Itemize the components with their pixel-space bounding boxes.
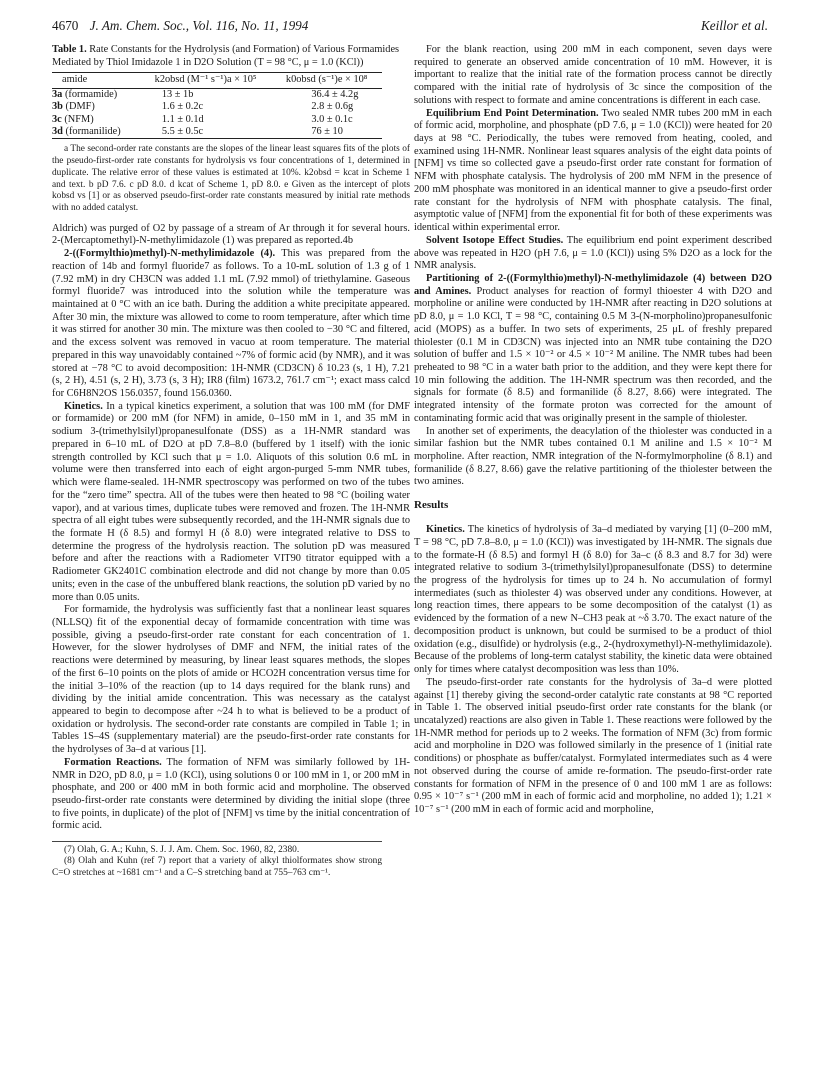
amide-name: (NFM) bbox=[64, 113, 94, 125]
paragraph-blank: For the blank reaction, using 200 mM in each component, seven days were required to generate an observed amide concentration of 10 mM. However, it is important to realize that the initial rate of the formation process cannot be directly compared with the initial rate of hydrolysis of 3c since the composition of the solutions with respect to formate and amine concentrations is different in each case. bbox=[414, 44, 772, 106]
running-head bbox=[52, 17, 768, 35]
left-column bbox=[52, 44, 410, 879]
paragraph-equilibrium-text: Two sealed NMR tubes 200 mM in each of formic acid, morpholine, and phosphate (pD 7.6, μ = 1.0 (KCl)) were heated for 20 days at 98 °C. Periodically, the tubes were removed from heating, cooled, and examined using 1H-NMR. Nonlinear least squares analysis of the eight data points of [NFM] vs time so collected gave a pseudo-first order rate constant for formation of NFM with phosphate catalysis. The hydrolysis of 200 mM NFM in the presence of 200 mM phosphate was monitored in an identical manner to give a pseudo-first order rate constant for the hydrolysis of NFM with phosphate catalysis. The final, asymptotic value of [NFM] from the exponential fit for both of these experiments was identical within experimental error. bbox=[414, 107, 772, 234]
paragraph-results-kinetics-text: The kinetics of hydrolysis of 3a–d mediated by varying [1] (0–200 mM, T = 98 °C, pD 7.8–8.0, μ = 1.0 (KCl)) was investigated by 1H-NMR. The signals due to the formate-H (δ 8.5) and formyl H (δ 8.0) for 3a–c (δ 8.3 and 8.7 for 3d) were integrated relative to sodium 3-(trimethylsilyl)propanesulfonate (DSS) to determine the progress of the hydrolysis for times up to 24 h. No accumulation of formyl intermediates (such as thiolester 4) was observed under any conditions. However, at long reaction times, there appears to be some decomposition of the catalyst (1) as evidenced by the formation of a new N–CH3 peak at ~δ 3.70. The exact nature of the decomposition product is unknown, but could be surmised to be a product of thiol oxidation (e.g., disulfide) or hydrolysis (e.g., 2-(hydroxymethyl)-N-methylimidazole). Because of the problems of long-term catalyst stability, the kinetic data were obtained only for times where catalyst decomposition was less than 10%. bbox=[414, 524, 772, 676]
amide-id: 3d bbox=[52, 126, 63, 138]
amide-id: 3c bbox=[52, 113, 62, 125]
reference-8: (8) Olah and Kuhn (ref 7) report that a variety of alkyl thiolformates show strong C=O stretches at ~1681 cm⁻¹ and a C–S stretching band at 755–763 cm⁻¹. bbox=[52, 856, 382, 878]
k0-value: 76 ± 10 bbox=[311, 126, 343, 138]
section-title-partitioning: Partitioning of 2-((Formylthio)methyl)-N-methylimidazole (4) between D2O and Amines. bbox=[414, 272, 772, 297]
paragraph-isotope bbox=[414, 235, 772, 273]
right-column bbox=[414, 44, 772, 817]
table-header-k0: k0obsd (s⁻¹)e × 10⁸ bbox=[285, 74, 368, 86]
k2-value: 13 ± 1b bbox=[161, 88, 194, 100]
paragraph-results-rates: The pseudo-first-order rate constants for the hydrolysis of 3a–d were plotted against [1] thereby giving the second-order catalytic rate constants at 98 °C reported in Table 1. The observed initial pseudo-first order rate constants for the blank (or uncatalyzed) reactions are also given in Table 1. These reactions were followed by the 1H-NMR method for periods up to 2 weeks. The formation of NFM (3c) from formic acid and morpholine in D2O was followed similarly in the presence of 1 (initial rate conditions) or phosphate as buffer/catalyst. Formylated intermediates such as 4 were not observed during the course of amide re-formation. The pseudo-first-order rate constants for formation of NFM in the presence of 0 and 100 mM 1 are as follows: 0.95 × 10⁻⁷ s⁻¹ (200 mM in each of formic acid and morpholine, no added 1); 1.21 × 10⁻⁷ s⁻¹ (200 mM in each of formic acid and morpholine, bbox=[414, 676, 772, 815]
table-row bbox=[52, 101, 382, 113]
paragraph-formamide: For formamide, the hydrolysis was sufficiently fast that a nonlinear least squares (NLLSQ) fit of the exponential decay of formamide concentration with time was possible, giving a pseudo-first-order rate constant for each concentration of 1. However, for the slower hydrolyses of DMF and NFM, the initial rates of the reactions were determined by measuring, by linear least squares methods, the slopes of the first 6–10 points on the plots of amide or HCO2H concentration versus time for the initial 3–10% of the reaction (up to 14 days required for the blank runs) and dividing by the initial amide concentration. This was necessary as the catalyst appeared to begin to decompose after ~24 h to what is believed to be a product of oxidation or hydrolysis. The second-order rate constants are compiled in Table 1; in Tables 1S–4S (supplementary material) are the pseudo-first-order rate constants for the hydrolyses of 3a–d at various [1]. bbox=[52, 604, 410, 756]
references bbox=[52, 841, 382, 879]
rate-constants-table bbox=[52, 72, 382, 139]
table-header-row bbox=[52, 73, 382, 88]
running-head-left bbox=[52, 17, 308, 35]
paragraph-partitioning-text: Product analyses for reaction of formyl thioester 4 with D2O and morpholine or aniline were conducted by 1H-NMR after reacting in D2O solutions at pD 8.0, μ = 1.0 KCl, T = 98 °C, containing 0.5 M 3-(N-morpholino)propanesulfonic acid (MOPS) as a buffer. In two sets of experiments, 25 μL of freshly prepared thiolester (0.1 M in CD3CN) was injected into an NMR tube containing the D2O solution of buffer and 1.5 × 10⁻² or 4.5 × 10⁻² M aniline. The NMR tubes had been preheated to 98 °C in a water bath prior to the addition, and they were kept there for 10 min following the addition. The 1H-NMR spectrum was then recorded, and the signals for formate (δ 8.5) and formanilide (δ 8.27, 8.66) were integrated. The integrated intensity of the formate proton was corrected for the amount of contaminating formic acid that was originally present in the sample of thiolester. bbox=[414, 285, 772, 424]
paragraph-equilibrium bbox=[414, 108, 772, 235]
paragraph-isotope-text: The equilibrium end point experiment described above was repeated in H2O (pH 7.6, μ = 1.0 (KCl)) using 5% D2O as a lock for the NMR analysis. bbox=[414, 234, 772, 272]
paragraph-deacylation: In another set of experiments, the deacylation of the thiolester was conducted in a similar fashion but the NMR tubes contained 0.1 M aniline and 1.5 × 10⁻² M morpholine. After reaction, NMR integration of the N-formylmorpholine (δ 8.1) and formanilide (δ 8.27, 8.66) gave the relative partitioning of the thiolester between the two amines. bbox=[414, 425, 772, 488]
paragraph-kinetics bbox=[52, 401, 410, 605]
k0-value: 2.8 ± 0.6g bbox=[311, 101, 354, 113]
reference-7: (7) Olah, G. A.; Kuhn, S. J. J. Am. Chem. Soc. 1960, 82, 2380. bbox=[64, 845, 300, 856]
table-caption-text: Rate Constants for the Hydrolysis (and Formation) of Various Formamides Mediated by Thiol Imidazole 1 in D2O Solution (T = 98 °C, μ = 1.0 (KCl)) bbox=[52, 44, 400, 68]
table-row bbox=[52, 126, 382, 139]
table-caption-label: Table 1. bbox=[52, 44, 87, 55]
amide-name: (DMF) bbox=[65, 101, 95, 113]
page-number: 4670 bbox=[52, 18, 79, 33]
table-header-k2: k2obsd (M⁻¹ s⁻¹)a × 10⁵ bbox=[154, 74, 257, 86]
amide-id: 3a bbox=[52, 88, 63, 100]
section-title-formation: Formation Reactions. bbox=[64, 756, 162, 768]
results-heading: Results bbox=[414, 499, 449, 512]
paragraph-synthesis-text: This was prepared from the reaction of 14b and formyl fluoride7 as follows. To a 10-mL solution of 1.3 g of 1 (7.92 mM) in dry CH3CN was added 1.1 mL (7.92 mmol) of triethylamine. Gaseous formyl fluoride7 was introduced into the solution while the temperature was maintained at 0 °C with an ice bath. During the addition a white precipitate appeared. After 30 min, the mixture was allowed to come to room temperature, after which time it was stirred for another 30 min. The mixture was then cooled to −30 °C and filtered, and the excess solvent was removed in vacuo at room temperature. The material prepared in this way unavoidably contained ~7% of formic acid (by NMR), and it was stored at −78 °C to avoid decomposition: 1H-NMR (CD3CN) δ 10.23 (s, 1 H), 7.21 (s, 2 H), 4.51 (s, 2 H), 3.73 (s, 3 H); IR8 (film) 1673.2, 761.7 cm⁻¹; exact mass calcd for C6H8N2OS 156.0357, found 156.0360. bbox=[52, 248, 411, 400]
k0-value: 3.0 ± 0.1c bbox=[311, 113, 353, 125]
paragraph-formation-text: The formation of NFM was similarly followed by 1H-NMR in D2O, pD 8.0, μ = 1.0 (KCl), using solutions 0 or 100 mM in 1, or 200 mM in phosphate, and 200 or 400 mM in both formic acid and morpholine. The observed pseudo-first-order rate constants were determined by dividing the initial slope (three to five points, in duplicate) of the plot of [NFM] vs time by the initial concentration of formic acid. bbox=[52, 756, 410, 832]
section-title-kinetics: Kinetics. bbox=[64, 400, 103, 412]
k2-value: 1.6 ± 0.2c bbox=[161, 101, 204, 113]
running-head-authors: Keillor et al. bbox=[700, 18, 768, 33]
amide-id: 3b bbox=[52, 101, 63, 113]
journal-citation: J. Am. Chem. Soc., Vol. 116, No. 11, 1994 bbox=[89, 18, 309, 33]
table-footnotes: a The second-order rate constants are the slopes of the linear least squares fits of the plots of the pseudo-first-order rate constants for hydrolysis vs four concentrations of 1, determined in duplicate. The relative error of these values is estimated at 10%. k2obsd = kcat in Scheme 1 and text. b pD 7.6. c pD 8.0. d kcat of Scheme 1, pD 8.0. e Given as the intercept of plots kobsd vs [1] or as observed pseudo-first-order rate constants measured by initial rate methods with no added catalyst. bbox=[52, 144, 410, 213]
paragraph-partitioning bbox=[414, 273, 772, 426]
paragraph-formation bbox=[52, 757, 410, 833]
amide-name: (formamide) bbox=[64, 88, 118, 100]
amide-name: (formanilide) bbox=[65, 126, 121, 138]
k2-value: 5.5 ± 0.5c bbox=[161, 126, 204, 138]
table-row bbox=[52, 88, 382, 101]
table-row bbox=[52, 114, 382, 126]
paragraph-synthesis bbox=[52, 248, 410, 401]
paragraph-kinetics-text: In a typical kinetics experiment, a solution that was 100 mM (for DMF or formamide) or 200 mM (for NFM) in amide, 0–150 mM in 1, and 35 mM in sodium 3-(trimethylsilyl)propanesulfonate (DSS) as a 1H-NMR standard was prepared in 6–10 mL of D2O at pD 7.8–8.0 (buffered by 1 itself) with the ionic strength controlled by KCl such that μ = 1.0. Aliquots of this solution 0.6 mL in volume were then transferred into each of eight argon-purged 5-mm NMR tubes, which were flame-sealed. 1H-NMR spectroscopy was performed on two of the tubes for the “zero time” spectra. All of the tubes were then heated to 98 °C (boiling water vapor), and at various times, duplicate tubes were removed and frozen. The 1H-NMR spectra of all eight tubes were subsequently recorded, and the 1H-NMR signals due to the formate H (δ 8.5) and formyl H (δ 8.0) were integrated relative to DSS to determine the progress of the hydrolysis reaction. The solution pD was measured before and after the reactions with a Radiometer VIT90 titrator equipped with a Radiometer GK2401C combination electrode and did not change by more than 0.05 units; even in the case of the unbuffered blank reactions, the solution pD varied by no more than 0.05 units. bbox=[52, 400, 410, 603]
k0-value: 36.4 ± 4.2g bbox=[311, 88, 359, 100]
paragraph-aldrich: Aldrich) was purged of O2 by passage of a stream of Ar through it for several hours. 2-(Mercaptomethyl)-N-methylimidazole (1) was prepared as reported.4b bbox=[52, 222, 410, 247]
table-header-amide: amide bbox=[62, 74, 88, 86]
paragraph-results-kinetics bbox=[414, 524, 772, 677]
section-title-isotope: Solvent Isotope Effect Studies. bbox=[426, 234, 564, 246]
table-caption bbox=[52, 44, 410, 69]
section-title-results-kinetics: Kinetics. bbox=[426, 524, 465, 536]
section-title-equilibrium: Equilibrium End Point Determination. bbox=[426, 107, 599, 119]
section-title-synthesis: 2-((Formylthio)methyl)-N-methylimidazole (4). bbox=[64, 248, 276, 260]
k2-value: 1.1 ± 0.1d bbox=[161, 113, 204, 125]
